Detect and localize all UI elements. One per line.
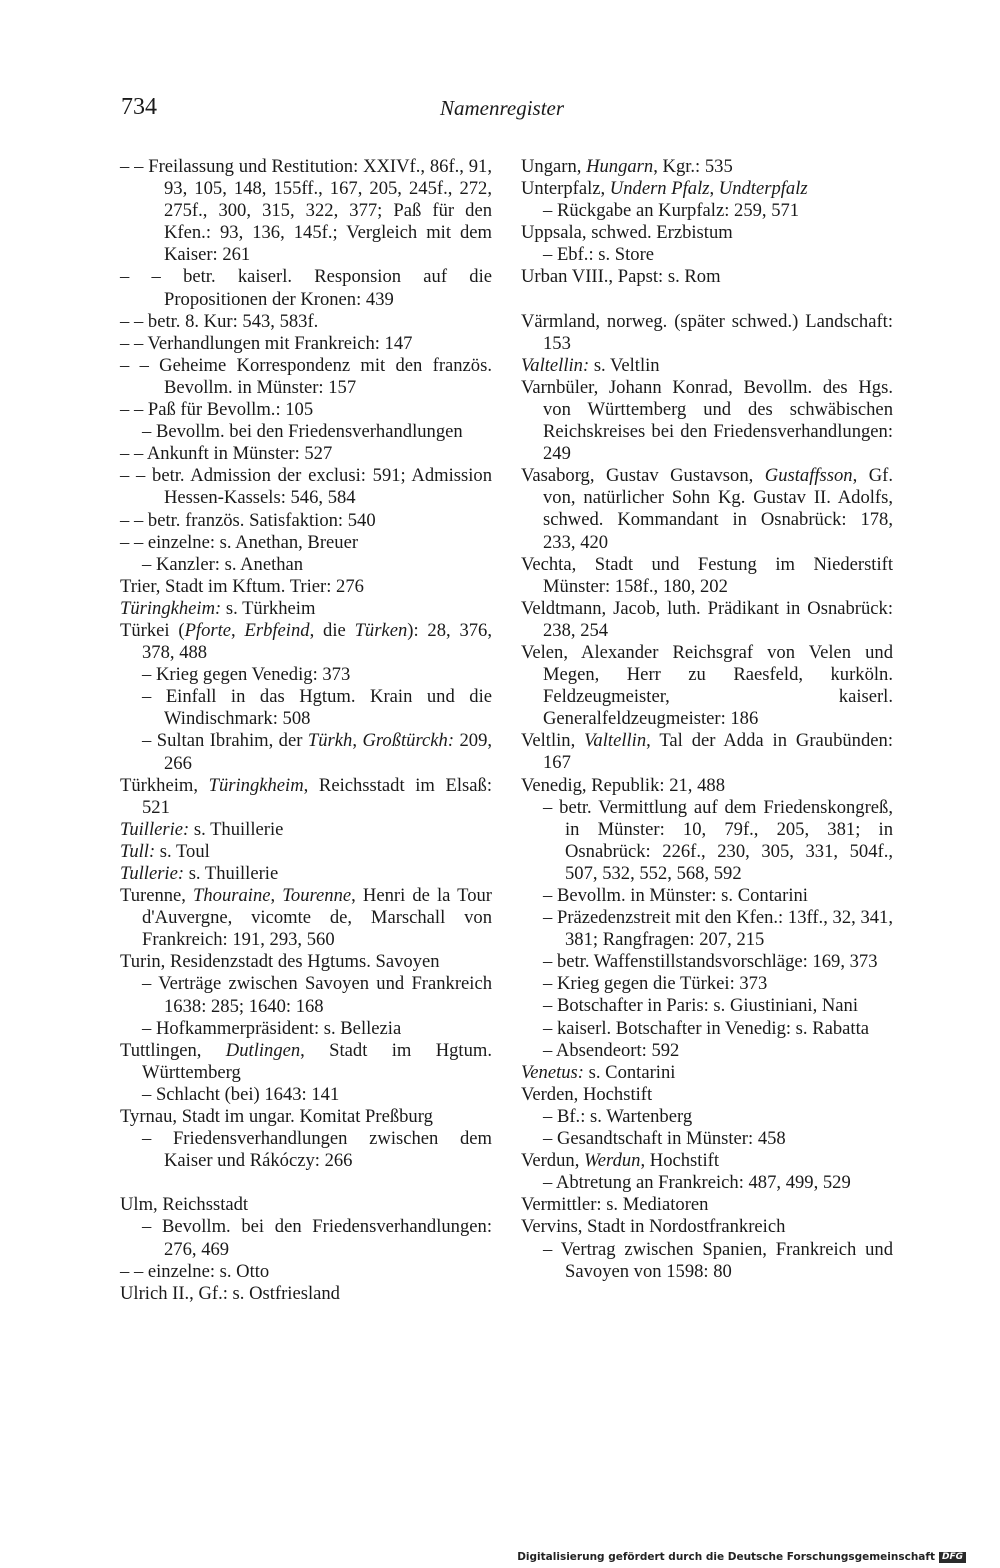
- index-entry: – Krieg gegen Venedig: 373: [142, 664, 351, 686]
- index-column-left: [120, 156, 492, 1305]
- index-entry: Värmland, norweg. (später schwed.) Landschaft: 153: [521, 310, 893, 354]
- index-entry: Tuttlingen, Dutlingen, Stadt im Hgtum. Württemberg: [120, 1039, 492, 1083]
- index-entry: – Gesandtschaft in Münster: 458: [543, 1128, 786, 1150]
- index-entry: Venedig, Republik: 21, 488: [521, 774, 725, 796]
- index-entry: – – betr. Admission der exclusi: 591; Admission Hessen-Kassels: 546, 584: [120, 465, 492, 509]
- entry-gap: [120, 1172, 492, 1194]
- index-entry: – Schlacht (bei) 1643: 141: [142, 1083, 340, 1105]
- index-entry: Urban VIII., Papst: s. Rom: [521, 266, 721, 288]
- index-entry: Varnbüler, Johann Konrad, Bevollm. des Hgs. von Württemberg und des schwäbischen Reichskreises bei den Friedensverhandlungen: 249: [521, 376, 893, 465]
- index-entry: – Rückgabe an Kurpfalz: 259, 571: [543, 200, 800, 222]
- entry-gap: [521, 289, 893, 311]
- index-column-right: [521, 156, 893, 1283]
- index-entry: Ulm, Reichsstadt: [120, 1194, 249, 1216]
- index-entry: – Friedensverhandlungen zwischen dem Kaiser und Rákóczy: 266: [142, 1128, 492, 1172]
- index-entry: Ulrich II., Gf.: s. Ostfriesland: [120, 1282, 340, 1304]
- index-entry: – Bf.: s. Wartenberg: [543, 1105, 693, 1127]
- index-entry: – kaiserl. Botschafter in Venedig: s. Rabatta: [543, 1017, 869, 1039]
- index-entry: – – Freilassung und Restitution: XXIVf., 86f., 91, 93, 105, 148, 155ff., 167, 205, 245f., 272, 275f., 300, 315, 322, 377; Paß für den Kfen.: 93, 136, 145f.; Vergleich mit dem Kaiser: 261: [120, 156, 492, 266]
- page-number: 734: [121, 94, 157, 120]
- index-entry: – betr. Waffenstillstandsvorschläge: 169, 373: [543, 951, 878, 973]
- index-entry: – betr. Vermittlung auf dem Friedenskongreß, in Münster: 10, 79f., 205, 381; in Osnabrück: 226f., 230, 305, 331, 504f., 507, 532, 552, 568, 592: [543, 796, 893, 884]
- index-entry: Uppsala, schwed. Erzbistum: [521, 222, 733, 244]
- footer-credit-text: Digitalisierung gefördert durch die Deutsche Forschungsgemeinschaft: [517, 1551, 935, 1563]
- index-entry: – Hofkammerpräsident: s. Bellezia: [142, 1017, 402, 1039]
- index-entry: – Krieg gegen die Türkei: 373: [543, 973, 768, 995]
- index-entry: Tyrnau, Stadt im ungar. Komitat Preßburg: [120, 1106, 433, 1128]
- index-entry: Turenne, Thouraine, Tourenne, Henri de la Tour d'Auvergne, vicomte de, Marschall von Frankreich: 191, 293, 560: [120, 885, 493, 951]
- index-entry: Velen, Alexander Reichsgraf von Velen und Megen, Herr zu Raesfeld, kurköln. Feldzeugmeister, kaiserl. Generalfeldzeugmeister: 186: [521, 641, 893, 730]
- index-entry: – Botschafter in Paris: s. Giustiniani, Nani: [543, 995, 859, 1017]
- index-entry: – – Paß für Bevollm.: 105: [120, 399, 314, 421]
- index-entry: Turin, Residenzstadt des Hgtums. Savoyen: [120, 951, 440, 973]
- index-entry: – – Verhandlungen mit Frankreich: 147: [120, 332, 413, 354]
- index-entry: Tuillerie: s. Thuillerie: [120, 818, 284, 840]
- index-entry: – Bevollm. bei den Friedensverhandlungen: 276, 469: [142, 1216, 492, 1260]
- index-entry: Verden, Hochstift: [521, 1083, 653, 1105]
- index-entry: – Absendeort: 592: [543, 1039, 680, 1061]
- index-entry: – Verträge zwischen Savoyen und Frankreich 1638: 285; 1640: 168: [142, 973, 492, 1017]
- index-entry: – Vertrag zwischen Spanien, Frankreich und Savoyen von 1598: 80: [543, 1238, 893, 1282]
- index-entry: Vasaborg, Gustav Gustavson, Gustaffsson, Gf. von, natürlicher Sohn Kg. Gustav II. Adolfs, schwed. Kommandant in Osnabrück: 178, 233, 420: [521, 465, 893, 553]
- index-entry: Türkheim, Türingkheim, Reichsstadt im Elsaß: 521: [120, 774, 493, 818]
- index-entry: – Kanzler: s. Anethan: [142, 553, 304, 575]
- index-entry: Tull: s. Toul: [120, 840, 210, 862]
- running-head: Namenregister: [440, 96, 565, 120]
- index-entry: Türingkheim: s. Türkheim: [120, 597, 316, 619]
- index-entry: Trier, Stadt im Kftum. Trier: 276: [120, 575, 364, 597]
- index-entry: Valtellin: s. Veltlin: [521, 354, 660, 376]
- index-entry: – – betr. französ. Satisfaktion: 540: [120, 509, 376, 531]
- index-entry: Vermittler: s. Mediatoren: [521, 1194, 709, 1216]
- index-entry: – Einfall in das Hgtum. Krain und die Windischmark: 508: [142, 686, 492, 730]
- index-entry: Verdun, Werdun, Hochstift: [521, 1150, 719, 1172]
- index-entry: – Ebf.: s. Store: [543, 244, 655, 266]
- index-entry: Ungarn, Hungarn, Kgr.: 535: [521, 156, 733, 177]
- index-entry: – – Geheime Korrespondenz mit den französ. Bevollm. in Münster: 157: [120, 354, 492, 398]
- footer-credit: [517, 1551, 966, 1563]
- index-entry: – Bevollm. bei den Friedensverhandlungen: [142, 421, 463, 443]
- index-entry: Venetus: s. Contarini: [521, 1061, 676, 1083]
- index-entry: – – betr. kaiserl. Responsion auf die Propositionen der Kronen: 439: [120, 266, 492, 310]
- dfg-logo: DFG: [939, 1552, 966, 1563]
- index-entry: – – einzelne: s. Anethan, Breuer: [120, 531, 359, 553]
- index-entry: Türkei (Pforte, Erbfeind, die Türken): 28, 376, 378, 488: [120, 619, 492, 664]
- index-entry: Vervins, Stadt in Nordostfrankreich: [521, 1216, 786, 1238]
- index-entry: – – einzelne: s. Otto: [120, 1260, 270, 1282]
- index-entry: Veltlin, Valtellin, Tal der Adda in Graubünden: 167: [521, 730, 893, 774]
- index-entry: Unterpfalz, Undern Pfalz, Undterpfalz: [521, 178, 808, 200]
- index-entry: Vechta, Stadt und Festung im Niederstift Münster: 158f., 180, 202: [521, 553, 893, 597]
- index-entry: – Präzedenzstreit mit den Kfen.: 13ff., 32, 341, 381; Rangfragen: 207, 215: [543, 907, 893, 951]
- index-entry: – Sultan Ibrahim, der Türkh, Großtürckh: 209, 266: [142, 730, 493, 774]
- index-entry: – – betr. 8. Kur: 543, 583f.: [120, 310, 319, 332]
- index-entry: – Abtretung an Frankreich: 487, 499, 529: [543, 1172, 851, 1194]
- index-entry: – Bevollm. in Münster: s. Contarini: [543, 885, 808, 906]
- index-entry: Tullerie: s. Thuillerie: [120, 863, 279, 884]
- index-entry: – – Ankunft in Münster: 527: [120, 443, 333, 465]
- index-entry: Veldtmann, Jacob, luth. Prädikant in Osnabrück: 238, 254: [521, 597, 893, 641]
